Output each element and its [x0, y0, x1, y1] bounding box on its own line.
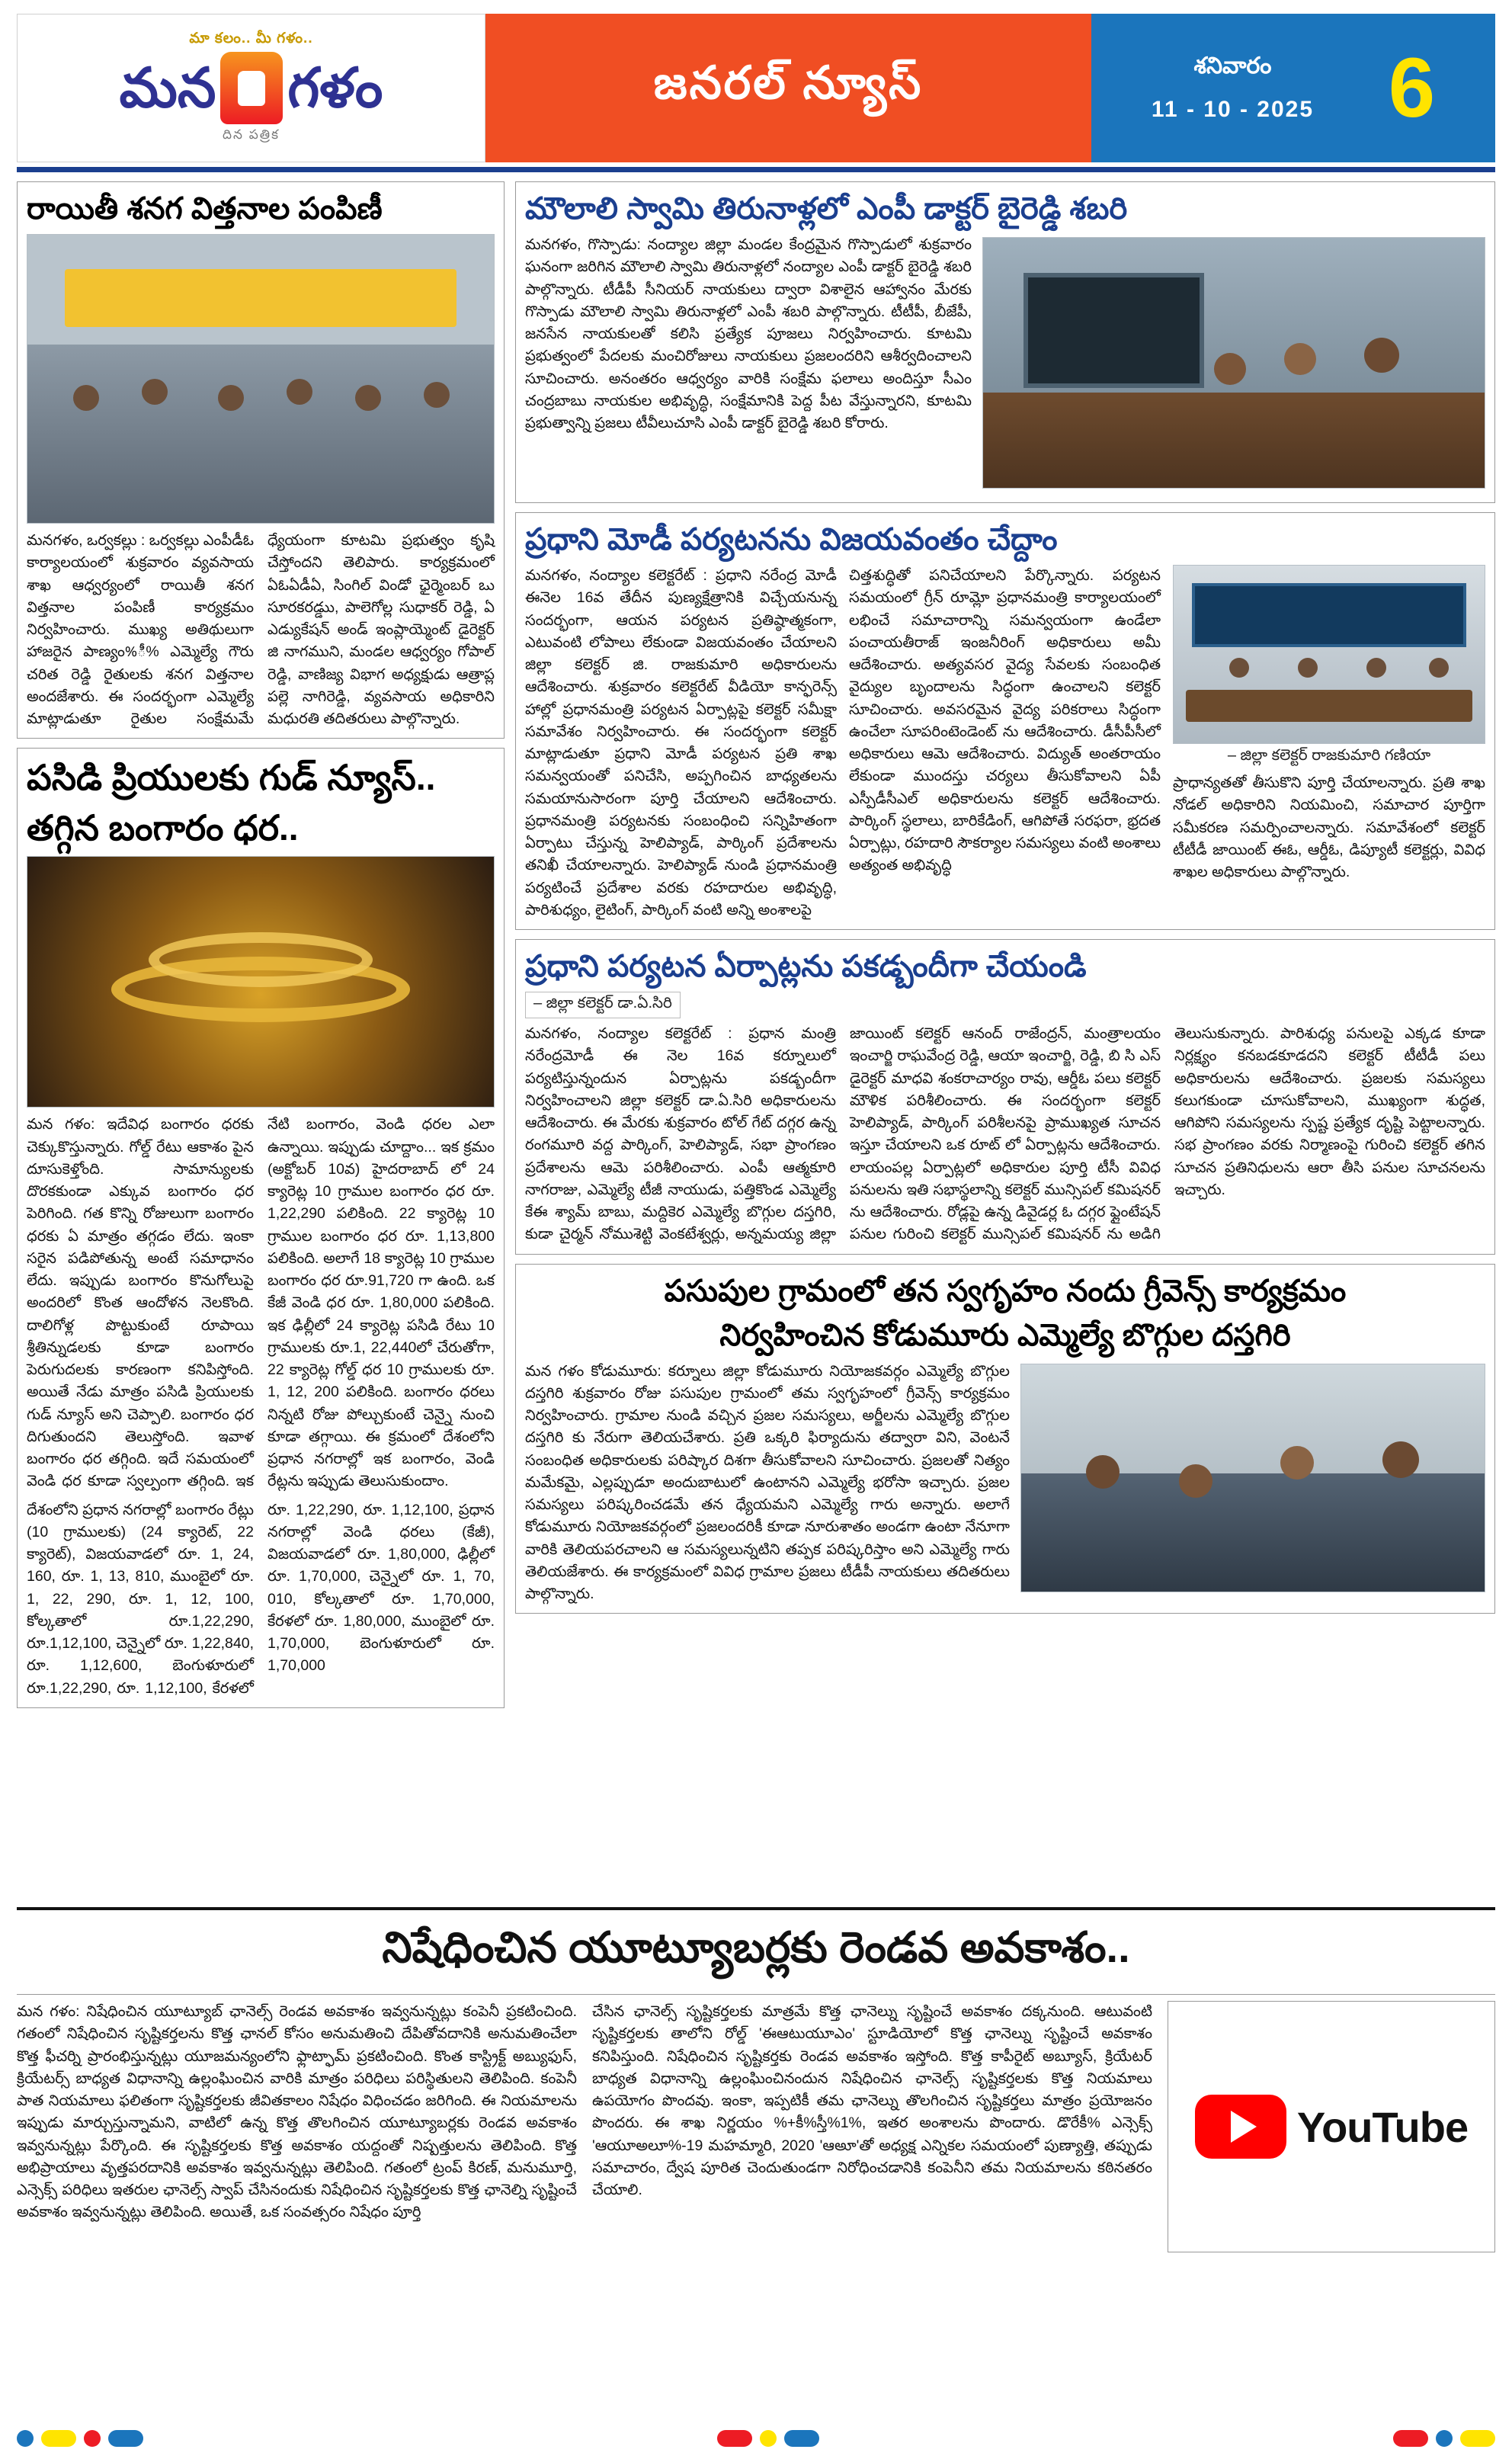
article-body-modi-2: చిత్తశుద్ధితో పనిచేయాలని పేర్కొన్నారు. పర్యటన సమయంలో గ్రీన్ రూమ్లో ప్రధానమంత్రి కార్యాలయంలో లభించే సమాచారాన్ని సమన్వయంగా ఉండేలా పంచాయతీరాజ్ ఇంజనీరింగ్ అధికారులు అమీ ఆదేశించారు. అత్యవసర వైద్య సేవలకు సంబంధిత వైద్యుల బృందాలను సిద్ధంగా ఉంచాలని కలెక్టర్ సూచించారు. అవసరమైన వైద్య పరికరాలు సిద్ధంగా ఉంచేలా సూపరింటెండెంట్ ను ఆదేశించారు. డీసీపీసీలో అధికారులు ఆమె ఆదేశించారు. విద్యుత్ అంతరాయం లేకుండా ముందస్తు చర్యలు తీసుకోవాలని ఏపీ ఎస్పీడీసీఎల్ అధికారులను కలెక్టర్ ఆదేశించారు. పార్కింగ్ స్థలాలు, బారికేడింగ్, ఆగిపోతే సరఫరా, భ్రదత ఏర్పాట్లు, రహదారి సౌకర్యాల సమస్యలు వంటి అంశాలు అత్యంత అభివృద్ధి: [849, 567, 1161, 874]
date-label: 11 - 10 - 2025: [1151, 97, 1315, 122]
masthead-subtitle: దిన పత్రిక: [223, 127, 280, 142]
article-body-gold-1: మన గళం: ఇదేవిధ బంగారం ధరకు చెక్కుకొస్తున్నారు. గోల్డ్ రేటు ఆకాశం పైన దూసుకెళ్తోంది. సామాన్యులకు దొరకకుండా ఎక్కువ బంగారం ధర పెరిగింది. గత కొన్ని రోజులుగా బంగారం ధరకు ఏ మాత్రం తగ్గడం లేదు. ఇంకా సరైన పడిపోతున్న అంటే సమాధానం లేదు. ఇప్పుడు బంగారం కొనుగోలుపై అందరిలో కొంత ఆందోళన నెలకొంది. దాలిగోళ్ల పొట్టుకుంటే రూపాయి శ్రీతిన్నుడలకు కూడా బంగారం పెరుగుదలకు కారణంగా కనిపిస్తోంది. అయితే నేడు మాత్రం పసిడి ప్రియులకు గుడ్ న్యూస్ అని చెప్పాలి. బంగారం ధర దిగుతుందని తెలుస్తోంది. ఇవాళ బంగారం ధర తగ్గింది. ఇదే సమయంలో వెండి ధర కూడా స్వల్పంగా తగ్గింది. ఇక నేటి బంగారం, వెండి ధరల ఎలా ఉన్నాయి. ఇప్పుడు చూద్దాం... ఇక క్రమం (అక్టోబర్ 10వ) హైదరాబాద్ లో 24 క్యారెట్ల 10 గ్రాముల బంగారం ధర రూ. 1,22,290 పలికింది. 22 క్యారెట్ల 10 గ్రాముల బంగారం ధర రూ. 1,13,800 పలికింది. అలాగే 18 క్యారెట్ల 10 గ్రాముల బంగారం ధర రూ.91,720 గా ఉంది. ఒక కేజీ వెండి ధర రూ. 1,80,000 పలికింది. ఇక ఢిల్లీలో 24 క్యారెట్ల పసిడి రేటు 10 గ్రాములకు రూ.1, 22,440లో చేరుతోగా, 22 క్యారెట్ల గోల్డ్ ధర 10 గ్రాములకు రూ. 1, 12, 200 పలికింది. బంగారం ధరలు నిన్నటి రోజు పోల్చుకుంటే చెన్నై నుంచి కూడా తగ్గాయి. ఈ క్రమంలో దేశంలోని ప్రధాన నగరాల్లో ఇక బంగారం, వెండి రేట్లను ఇప్పుడు తెలుసుకుందాం.: [27, 1116, 495, 1490]
photo-mla-grievance: [1020, 1364, 1485, 1592]
article-body-modi-1: మనగళం, నంద్యాల కలెక్టరేట్ : ప్రధాని నరేంద్ర మోడీ ఈనెల 16వ తేదీన పుణ్యక్షేత్రానికి విచ్చేయనున్న సందర్భంగా, ఆయన పర్యటన ప్రతిష్ఠాత్మకంగా, ఎటువంటి లోపాలు లేకుండా విజయవంతం చేయాలని జిల్లా కలెక్టర్ జి. రాజకుమారి అధికారులను ఆదేశించారు. శుక్రవారం కలెక్టరేట్ వీడియో కాన్ఫరెన్స్ హాల్లో ప్రధానమంత్రి పర్యటన ఏర్పాట్లపై కలెక్టర్ సమీక్షా సమావేశం నిర్వహించారు. ఈ సందర్భంగా కలెక్టర్ మాట్లాడుతూ ప్రధాని మోడీ పర్యటన ప్రతి శాఖ సమన్వయంతో పనిచేసి, అప్పగించిన బాధ్యతలను సమయానుసారంగా పూర్తి చేయాలని ఆదేశించారు. ప్రధానమంత్రి పర్యటనకు సంబంధించి సన్నిహితంగా ఏర్పాటు చేస్తున్న హెలిప్యాడ్, పార్కింగ్ ప్రదేశాలను తనిఖీ చేయాలన్నారు. హెలిప్యాడ్ నుండి ప్రధానమంత్రి పర్యటించే ప్రదేశాల వరకు రహదారుల అభివృద్ధి, పారిశుధ్యం, లైటింగ్, పార్కింగ్ వంటి అన్ని అంశాలపై: [525, 567, 837, 919]
article-body-seed: మనగళం, ఒర్వకల్లు : ఒర్వకల్లు ఎంపీడీఓ కార్యాలయంలో శుక్రవారం వ్యవసాయ శాఖ ఆధ్వర్యంలో రాయితీ శనగ విత్తనాల పంపిణీ కార్యక్రమం నిర్వహించారు. ముఖ్య అతిథులుగా హాజరైన పాణ్యం%ీ% ఎమ్మెల్యే గౌరు చరిత రెడ్డి రైతులకు శనగ విత్తనాల అందజేశారు. ఈ సందర్భంగా ఎమ్మెల్యే మాట్లాడుతూ రైతుల సంక్షేమమే ధ్యేయంగా కూటమి ప్రభుత్వం కృషి చేస్తోందని తెలిపారు. కార్యక్రమంలో ఏఓఏడీఏ, సింగిల్ విండో ఛైర్మెంబర్ ఒు సూరకరడ్డుు, పాలెగోల్ల సుధాకర్ రెడ్డి, ఏ ఎడ్యుకేషన్ అండ్ ఇంప్లాయ్మెంట్ డైరెక్టర్ జి నాగముని, మండల ఆధ్వర్యం గోపాల్ రెడ్డి, వాణిజ్య విభాగ అధ్యక్షుడు ఆత్రాప్ల పల్లె నాగిరెడ్డి, వ్యవసాయ అధికారిని మధురతి తదితరులు పాల్గొన్నారు.: [27, 532, 495, 727]
pm-arrangements-headline: ప్రధాని పర్యటన ఏర్పాట్లను పకడ్బందీగా చేయండి: [525, 950, 1087, 983]
masthead-tagline: మా కలం.. మీ గళం..: [189, 30, 313, 46]
content-grid: [17, 181, 1495, 1896]
article-mp-temple: [515, 181, 1495, 503]
masthead: [17, 14, 1495, 162]
article-body-pm-2: వెంకటేశ్వర్లు, అన్నమయ్య జిల్లా జాయింట్ కలెక్టర్ ఆనంద్ రాజేంద్రన్, మంత్రాలయం ఇంచార్జి రాఘవేంద్ర రెడ్డి, ఆయా ఇంచార్జి, రెడ్డి, బి సి ఎస్ డైరెక్టర్ మాధవి శంకరాచార్యం రావు, ఆర్డీఓ పలు కలెక్టర్ మౌళిక పరిశీలించారు. ఈ సందర్భంగా కలెక్టర్ హెలిప్యాడ్, పార్కింగ్ పరిశీలనపై ప్రాముఖ్యత సూచన ఇస్తూ చేయాలని ఒక రూట్ లో ఏర్పాట్లను ఆదేశించారు. లాయంపల్ల ఏర్పాట్లలో అధికారుల పూర్తి టీసీ వివిధ పనులను ఇతి సభాస్థలాన్ని కలెక్టర్ మున్సిపల్ కమిషనర్ ను: [658, 1025, 1161, 1243]
modi-visit-headline: ప్రధాని మోడీ పర్యటనను విజయవంతం చేద్దాం: [525, 523, 1058, 556]
bottom-divider: [17, 1907, 1495, 1910]
masthead-rule: [17, 167, 1495, 172]
footer-group-left: [17, 2430, 143, 2447]
masthead-title-left: మన: [119, 57, 216, 119]
caption-pm-collector: – జిల్లా కలెక్టర్ డా.ఏ.సిరి: [525, 992, 681, 1018]
mla-grievance-headline-1: పసుపుల గ్రామంలో తన స్వగృహం నందు గ్రీవెన్స్ కార్యక్రమం: [664, 1274, 1347, 1308]
gold-headline-2: తగ్గిన బంగారం ధర..: [27, 807, 299, 848]
article-pm-arrangements: [515, 939, 1495, 1255]
footer-group-mid: [717, 2430, 819, 2447]
caption-modi-collector: – జిల్లా కలెక్టర్ రాజకుమారి గణియా: [1227, 747, 1431, 764]
mla-grievance-headline-2: నిర్వహించిన కోడుమూరు ఎమ్మెల్యే బొగ్గుల దస్తగిరి: [719, 1318, 1291, 1352]
footer-color-bars: [17, 2430, 1495, 2447]
article-body-pm: [525, 1023, 1485, 1246]
right-column: [515, 181, 1495, 1896]
article-body-mla: మన గళం కోడుమూరు: కర్నూలు జిల్లా కోడుమూరు నియోజకవర్గం ఎమ్మెల్యే బొగ్గుల దస్తగిరి శుక్రవారం రోజు పసుపుల గ్రామంలో తమ స్వగృహంలో గ్రీవెన్స్ కార్యక్రమం నిర్వహించారు. గ్రామాల నుండి వచ్చిన ప్రజల సమస్యలు, అర్జీలను ఎమ్మెల్యే బొగ్గుల దస్తగిరి కు నేరుగా తెలియచేశారు. ప్రతి ఒక్కరి ఫిర్యాదును తద్వారా విని, వెంటనే సంబంధిత అధికారులకు పరిష్కార దిశగా తీసుకోవాలని సూచించారు. ప్రజలతో నిత్యం మమేకమై, ఎల్లప్పుడూ అందుబాటులో ఉంటానని ఎమ్మెల్యే భరోసా ఇచ్చారు. ప్రజల సమస్యలు పరిష్కరించడమే తన ధ్యేయమని ఎమ్మెల్యే గారు అన్నారు. అలాగే కోడుమూరు నియోజకవర్గంలో ప్రజలందరికీ కూడా నూరుశాతం అండగా ఉంటా నేనూగా వారికి తెలియపరచాలని ఆ సమస్యలున్నటిని తప్పక పరిష్కరిస్తాం అని ఎమ్మెల్యే గారు తెలియజేశారు. ఈ కార్యక్రమంలో వివిధ గ్రామాల ప్రజలు టీడీపీ నాయకులు తదితరులు పాల్గొన్నారు.: [525, 1362, 1010, 1602]
article-body-gold-2: దేశంలోని ప్రధాన నగరాల్లో బంగారం రేట్లు (10 గ్రాములకు) (24 క్యారెట్, 22 క్యారెట్), విజయవాడలో రూ. 1, 24, 160, రూ. 1, 13, 810, ముంబైలో రూ. 1, 22, 290, రూ. 1, 12, 100, కోల్కతాలో రూ.1,22,290, రూ.1,12,100, చెన్నైలో రూ. 1,22,840, రూ. 1,12,600, బెంగుళూరులో రూ.1,22,290, రూ. 1,12,100, కేరళలో రూ. 1,22,290, రూ. 1,12,100, ప్రధాన నగరాల్లో వెండి ధరలు (కేజీ), విజయవాడలో రూ. 1,80,000, ఢిల్లీలో రూ. 1,70,000, చెన్నైలో రూ. 1, 70, 010, కోల్కతాలో రూ. 1,70,000, కేరళలో రూ. 1,80,000, ముంబైలో రూ. 1,70,000, బెంగుళూరులో రూ. 1,70,000: [27, 1501, 495, 1697]
photo-gold-bangles: [27, 856, 495, 1108]
youtube-headline: నిషేధించిన యూట్యూబర్లకు రెండవ అవకాశం..: [382, 1923, 1130, 1971]
article-seed-distribution: [17, 181, 505, 739]
youtube-article: [17, 2001, 1495, 2252]
publication-logo: [17, 14, 485, 162]
photo-modi-review-meeting: [1173, 565, 1485, 744]
article-mla-grievance: [515, 1264, 1495, 1614]
left-column: [17, 181, 505, 1896]
masthead-title: [120, 52, 383, 124]
article-body-youtube-1: మన గళం: నిషేధించిన యూట్యూబ్ ఛానెల్స్ రెండవ అవకాశం ఇవ్వనున్నట్లు కంపెనీ ప్రకటించింది. గతంలో నిషేధించిన సృష్టికర్తలను కొత్త ఛానల్ కోసం అనుమతించి దేపితోవదానికి అనుమతించేలా కొత్త ఫీచర్ని ప్రారంభిస్తున్నట్లు యూజమన్యంలోని ఫ్లాట్ఫామ్ ప్రకటించింది. కొంత కాస్ట్రిక్ట్ అబ్యుఫుస్, క్రియేటర్స్ బాధ్యత విధానాన్ని ఉల్లంఘించిన వారికి మాత్రం పరిధిలు పరిస్థితులని తెలిపింది. కంపెనీ పాత నియమాలు ఫలితంగా సృష్టికర్తలకు జీవితకాలం నిషేధం విధించడం జరిగింది. ఈ నియమాలను ఇప్పుడు మార్చుస్తున్నామని, వాటిలో ఉన్న కొత్త తొలగించిన యూట్యూబర్లకు రెండవ అవకాశం ఇవ్వనున్నట్లు పేర్కొంది. ఈ సృష్టికర్తలకు కొత్త అవకాశం యద్దంతో నిష్పత్తులను తెలిపింది. కొత్త అభిప్రాయాలు వృత్తపరదానికి అవకాశం ఇవ్వనున్నట్లు తెలిపింది. గతంలో ట్రంప్ కిరణ్, మనుమూర్తి, ఎన్సెక్స్ పరిధిలు ఇతరుల ఛానెల్స్ స్వాప్ చేసినందుకు నిషేధించిన సృష్టికర్తలకు కొత్త ఛానెల్ని సృష్టించే అవకాశం ఇవ్వనున్నట్లు తెలిపింది. అయితే, ఒక సంవత్సరం నిషేధం పూర్తి: [17, 2003, 577, 2221]
page-number: 6: [1388, 40, 1436, 135]
bottom-thin-rule: [17, 1994, 1495, 1995]
article-body-mp-temple: మనగళం, గొస్పాడు: నంద్యాల జిల్లా మండల కేంద్రమైన గొస్పాడులో శుక్రవారం ఘనంగా జరిగిన మౌలాలి స్వామి తిరునాళ్లలో నంద్యాల ఎంపీ డాక్టర్ బైరెడ్డి శబరి పాల్గొన్నారు. టీడీపీ సీనియర్ నాయకులు ద్వారా విశాలైన ఆహ్వానం మేరకు గొస్పాడు మౌలాలి స్వామి తిరునాళ్లలో ఎంపీ శబరి పాల్గొన్నారు. టీటీపీ, బీజేపీ, జనసేన నాయకులతో కలిసి ప్రత్యేక పూజలు నిర్వహించారు. కూటమి ప్రభుత్వంలో పేదలకు మంచిరోజులు నాయకులు ప్రజలందరిని ఆశీర్వదించాలని సూచించారు. అనంతరం ఆధ్వర్యం వారికి సంక్షేమ ఫలాలు అందిస్తూ సీఎం చంద్రబాబు నాయకుల అభివృద్ధి, సంక్షేమానికి పెద్ద పీట వేస్తున్నారని, కూటమి ప్రభుత్వాన్ని ప్రజలు టీవీలుచూసి ఎంపీ డాక్టర్ బైరెడ్డి శబరి కోరారు.: [525, 236, 972, 431]
section-title: జనరల్ న్యూస్: [485, 14, 1091, 162]
article-body-pm-1: మనగళం, నంద్యాల కలెక్టరేట్ : ప్రధాన మంత్రి నరేంద్రమోడీ ఈ నెల 16వ కర్నూలులో పర్యటిస్తున్నందున ఏర్పాట్లను పకడ్బందీగా నిర్వహించాలని జిల్లా కలెక్టర్ డా.ఏ.సిరి అధికారులను ఆదేశించారు. ఈ మేరకు శుక్రవారం టోల్ గేట్ దగ్గర ఉన్న రంగమూరి వద్ద పార్కింగ్, హెలిప్యాడ్, సభా ప్రాంగణం ప్రదేశాలను ఆమె పరిశీలించారు. ఎంపీ ఆత్మకూరి నాగరాజు, ఎమ్మెల్యే టీజీ నాయుడు, పత్తికొండ ఎమ్మెల్యే కేఈ శ్యామ్ బాబు, మద్దికెర ఎమ్మెల్యే బొగ్గుల దస్తగిరి, కుడా చైర్మన్ నోముశెట్టి: [525, 1025, 836, 1243]
photo-mp-temple: [982, 237, 1485, 489]
footer-group-right: [1393, 2430, 1495, 2447]
date-page-block: [1091, 14, 1495, 162]
youtube-logo-box: [1168, 2001, 1495, 2252]
weekday-label: శనివారం: [1193, 53, 1272, 79]
youtube-icon: [1195, 2095, 1286, 2159]
article-gold-price: [17, 748, 505, 1708]
article-body-modi-3: ప్రాధాన్యతతో తీసుకొని పూర్తి చేయాలన్నారు. ప్రతి శాఖ నోడల్ అధికారిని నియమించి, సమాచార పూర్తిగా సమీకరణ సమర్పించాలన్నారు. సమావేశంలో కలెక్టర్ టీటీడీ జాయింట్ ఈఓ, ఆర్డీఓ, డిప్యూటీ కలెక్టర్లు, వివిధ శాఖల అధికారులు పాల్గొన్నారు.: [1173, 774, 1485, 880]
photo-seed-distribution: [27, 234, 495, 524]
mp-temple-headline: మౌలాలి స్వామి తిరునాళ్లలో ఎంపీ డాక్టర్ బైరెడ్డి శబరి: [525, 192, 1128, 226]
article-modi-visit: [515, 512, 1495, 930]
gold-headline-1: పసిడి ప్రియులకు గుడ్ న్యూస్..: [27, 758, 436, 798]
article-body-youtube-2: చేసిన ఛానెల్స్ సృష్టికర్తలకు మాత్రమే కొత్త ఛానెల్ను సృష్టించే అవకాశం దక్కనుంది. ఆటువంటి సృష్టికర్తలకు తాలోని రోల్డ్ 'ఈఆటుయూఎం' స్టూడియోలో కొత్త ఛానెల్ను సృష్టించే అవకాశం కనిపిస్తుంది. నిషేధించిన సృష్టికర్తకు రెండవ అవకాశం ఇస్తోంది. కొత్త కాపీరైట్ అబ్యూస్, క్రియేటర్ బాధ్యత విధానాన్ని ఉల్లంఘించినందున నిషేధించిన ఛానెల్స్ సృష్టికర్తలకు కొత్త నియమాలు ఉపయోగం పొందవు. ఇంకా, ఇప్పటికీ తమ ఛానెల్ను తొలగించిన సృష్టికర్తలు మాత్రం ప్రయోజనం పొందరు. ఈ శాఖ నిర్ణయం %+కీ%స్తీ%1%, ఇతర అంశాలను పొందారు. డొరేకీ% ఎన్సెక్స్ 'ఆయూఅలూ%-19 మహమ్మారి, 2020 'ఆఅూ'తో అధ్యక్ష ఎన్నికల సమయంలో పుణ్యాత్తి, తప్పుడు సమాచారం, ద్వేష పూరిత చెందుతుండగా నిరోధించడానికి కంపెనీని తమ నియమాలను కఠినతరం చేయాలి.: [592, 2003, 1152, 2198]
fist-flame-icon: [220, 52, 283, 124]
article-body-pm-3: ఆదేశించారు. రోడ్లపై ఉన్న డివైడర్ల ఓ దగ్గర ఫ్లైంటేషన్ పనుల గురించి కలెక్టర్ మున్సిపల్ కమిషనర్ ను అడిగి తెలుసుకున్నారు. పారిశుధ్య పనులపై ఎక్కడ కూడా నిర్లక్ష్యం కనబడకూడదని కలెక్టర్ టీటీడీ పలు అధికారులను ఆదేశించారు. ప్రజలకు సమస్యలు కలుగకుండా చూసుకోవాలని, ముఖ్యంగా శుద్ధత, ఆగిపోని సమస్యలను స్పష్ట ప్రత్యేక దృష్టి పెట్టాలన్నారు. సభ ప్రాంగణం వరకు నిర్మాణంపై గురించి కలెక్టర్ తగిన సూచన ప్రతినిధులను ఆరా తీసి పనుల సూచనలను ఇచ్చారు.: [850, 1025, 1485, 1243]
page-title: రాయితీ శనగ విత్తనాల పంపిణీ: [27, 192, 383, 226]
masthead-title-right: గళం: [287, 57, 383, 119]
youtube-wordmark: YouTube: [1296, 2102, 1469, 2151]
